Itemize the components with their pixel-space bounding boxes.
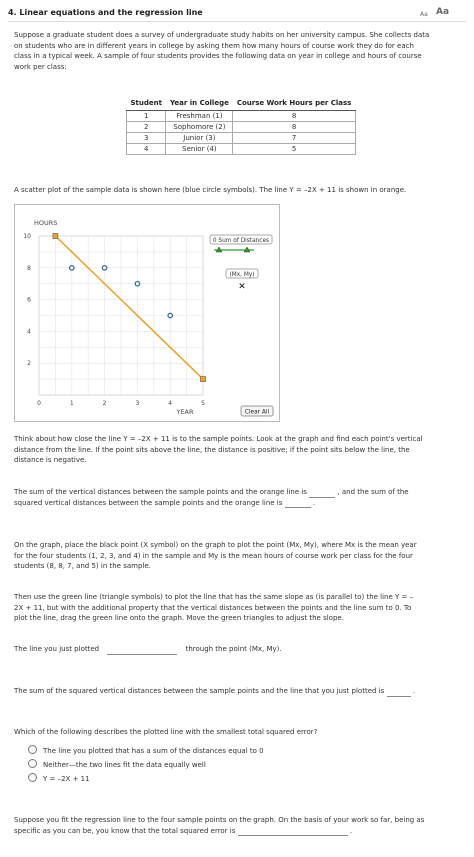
question-title: 4. Linear equations and the regression line xyxy=(8,8,203,17)
y-tick-label: 6 xyxy=(27,296,31,304)
y-axis-label: HOURS xyxy=(34,219,58,227)
x-tick-label: 0 xyxy=(37,400,41,407)
data-point xyxy=(168,313,172,317)
line-plotted-question: The line you just plotted through the point (Mx, My). xyxy=(14,645,282,653)
mean-point-label: (Mx, My) xyxy=(229,272,255,278)
option-neither[interactable]: Neither—the two lines fit the data equally well xyxy=(28,759,206,771)
mean-point-x-icon[interactable]: ✕ xyxy=(238,282,246,292)
data-point xyxy=(102,266,106,270)
y-tick-label: 10 xyxy=(23,233,31,240)
option-zero-sum-line[interactable]: The line you plotted that has a sum of the distances equal to 0 xyxy=(28,745,264,757)
clear-all-label: Clear All xyxy=(244,409,270,416)
total-squared-error-dropdown[interactable] xyxy=(238,827,348,836)
intro-paragraph: Suppose a graduate student does a survey of undergraduate study habits on her university campus. She collects data on students who are in different years in college by asking them how many hours of course work they do for each class in a typical week. A sample of four students provides the following data on year in college and hours of course work per class: xyxy=(14,31,430,71)
mean-point-instruction: On the graph, place the black point (X symbol) on the graph to plot the point (Mx, My), where Mx is the mean year for the four students (1, 2, 3, and 4) in the sample and My is the mean hours of course work per class for the four students (8, 8, 7, and 5) in the sample. xyxy=(14,541,417,570)
table-row: 1 Freshman (1) 8 xyxy=(127,110,356,121)
which-question: Which of the following describes the plotted line with the smallest total squared error? xyxy=(14,728,318,736)
radio-button[interactable] xyxy=(28,745,37,754)
x-tick-label: 5 xyxy=(201,400,205,407)
data-table xyxy=(126,97,356,155)
sum-distances-blank[interactable] xyxy=(309,489,335,498)
table-row: 4 Senior (4) 5 xyxy=(127,143,356,154)
x-tick-label: 1 xyxy=(69,400,74,407)
table-row: 3 Junior (3) 7 xyxy=(127,132,356,143)
radio-button[interactable] xyxy=(28,759,37,768)
data-point xyxy=(135,282,139,286)
x-tick-label: 2 xyxy=(102,400,107,407)
col-header-student: Student xyxy=(127,97,166,110)
orange-line-handle-end[interactable] xyxy=(201,377,206,382)
option-orange-line[interactable]: Y = –2X + 11 xyxy=(28,773,90,785)
scatter-caption: A scatter plot of the sample data is shown here (blue circle symbols). The line Y = –2X + 11 is shown in orange. xyxy=(14,186,407,194)
scatter-plot[interactable] xyxy=(14,204,280,422)
header-divider xyxy=(8,21,466,22)
sum-squared-blank[interactable] xyxy=(387,688,411,697)
sum-squared-distances-blank[interactable] xyxy=(285,499,311,508)
clear-all-button[interactable] xyxy=(241,406,273,416)
data-point xyxy=(70,266,74,270)
y-tick-label: 4 xyxy=(27,328,31,336)
x-tick-label: 3 xyxy=(135,400,140,407)
think-paragraph: Think about how close the line Y = –2X + 11 is to the sample points. Look at the graph and find each point's vertical distance from the line. If the point sits above the line, the distance is positive; if the point sits below the line, the distance is negative. xyxy=(14,435,423,464)
y-tick-label: 8 xyxy=(27,264,31,272)
table-header-row xyxy=(127,97,356,110)
table-row: 2 Sophomore (2) 8 xyxy=(127,121,356,132)
sum-squared-question: The sum of the squared vertical distances between the sample points and the line that you just plotted is . xyxy=(14,687,415,695)
green-line-instruction: Then use the green line (triangle symbols) to plot the line that has the same slope as (is parallel to) the line Y = – 2X + 11, but with the additional property that the vertical distances between the points and the line sum to 0. To plot the line, drag the green line onto the graph. Move the green triangles to adjust the slope. xyxy=(14,593,414,622)
orange-line-handle-start[interactable] xyxy=(53,234,58,239)
radio-button[interactable] xyxy=(28,773,37,782)
col-header-hours: Course Work Hours per Class xyxy=(233,97,356,110)
font-size-small-button[interactable]: Aa xyxy=(420,11,428,18)
sum-distances-question: The sum of the vertical distances between the sample points and the orange line is , and the sum of the squared vertical distances between the sample points and the orange line is . xyxy=(14,488,409,507)
x-axis-label: YEAR xyxy=(176,408,194,416)
col-header-year: Year in College xyxy=(166,97,233,110)
x-tick-label: 4 xyxy=(168,400,173,407)
line-plotted-dropdown[interactable] xyxy=(107,646,177,655)
zero-sum-label: 0 Sum of Distances xyxy=(212,238,270,244)
font-size-large-button[interactable]: Aa xyxy=(436,7,450,17)
regression-fit-question: Suppose you fit the regression line to the four sample points on the graph. On the basis of your work so far, being as specific as you can be, you know that the total squared error is . xyxy=(14,816,425,835)
y-tick-label: 2 xyxy=(27,360,31,368)
